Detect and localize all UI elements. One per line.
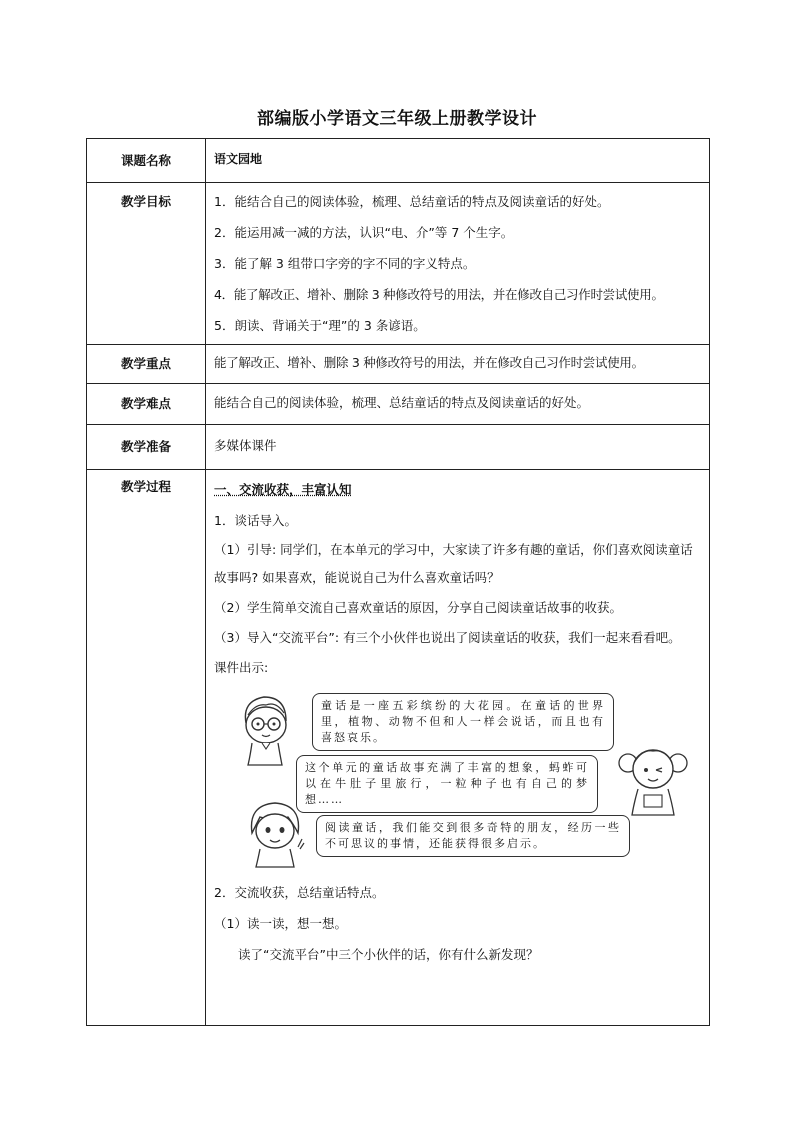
row-preparation — [87, 425, 710, 470]
key-point-label: 教学重点 — [87, 345, 206, 384]
topic-value: 语文园地 — [206, 139, 710, 183]
goal-item: 4．能了解改正、增补、删除 3 种修改符号的用法，并在修改自己习作时尝试使用。 — [214, 287, 664, 302]
lesson-plan-table — [86, 138, 710, 1026]
courseware-illustration — [236, 689, 656, 871]
courseware-label: 课件出示: — [214, 660, 269, 675]
goal-item: 3．能了解 3 组带口字旁的字不同的字义特点。 — [214, 256, 476, 271]
difficulty-value: 能结合自己的阅读体验，梳理、总结童话的特点及阅读童话的好处。 — [206, 384, 710, 425]
row-process — [87, 470, 710, 1026]
speech-bubble: 这个单元的童话故事充满了丰富的想象，蚂蚱可以在牛肚子里旅行，一粒种子也有自己的梦想…… — [296, 755, 598, 813]
preparation-value: 多媒体课件 — [206, 425, 710, 470]
row-goals — [87, 183, 710, 345]
row-difficulty — [87, 384, 710, 425]
process-label: 教学过程 — [87, 470, 206, 1026]
goal-item: 1．能结合自己的阅读体验，梳理、总结童话的特点及阅读童话的好处。 — [214, 194, 610, 209]
topic-label: 课题名称 — [87, 139, 206, 183]
step-1: 1．谈话导入。 — [214, 513, 297, 528]
process-content — [206, 470, 710, 1026]
boy-with-glasses-icon — [236, 691, 296, 767]
goals-list — [206, 183, 710, 345]
difficulty-label: 教学难点 — [87, 384, 206, 425]
speech-bubble: 童话是一座五彩缤纷的大花园。在童话的世界里，植物、动物不但和人一样会说话，而且也有喜怒哀乐。 — [312, 693, 614, 751]
paragraph: 读了“交流平台”中三个小伙伴的话，你有什么新发现？ — [238, 947, 539, 962]
paragraph: （1）读一读，想一想。 — [214, 916, 347, 931]
step-2: 2．交流收获，总结童话特点。 — [214, 885, 385, 900]
paragraph: （1）引导: 同学们，在本单元的学习中，大家读了许多有趣的童话，你们喜欢阅读童话故事吗? 如果喜欢，能说说自己为什么喜欢童话吗？ — [214, 542, 693, 585]
goals-label: 教学目标 — [87, 183, 206, 345]
goal-item: 5．朗读、背诵关于“理”的 3 条谚语。 — [214, 318, 426, 333]
row-key-point — [87, 345, 710, 384]
process-heading: 一、交流收获，丰富认知 — [214, 482, 352, 497]
page-title: 部编版小学语文三年级上册教学设计 — [257, 109, 537, 129]
preparation-label: 教学准备 — [87, 425, 206, 470]
girl-with-pigtails-icon — [616, 737, 690, 817]
row-topic — [87, 139, 710, 183]
paragraph: （2）学生简单交流自己喜欢童话的原因，分享自己阅读童话故事的收获。 — [214, 600, 622, 615]
key-point-value: 能了解改正、增补、删除 3 种修改符号的用法，并在修改自己习作时尝试使用。 — [206, 345, 710, 384]
paragraph: （3）导入“交流平台”: 有三个小伙伴也说出了阅读童话的收获，我们一起来看看吧。 — [214, 630, 681, 645]
girl-short-hair-icon — [244, 795, 306, 869]
goal-item: 2．能运用减一减的方法，认识“电、介”等 7 个生字。 — [214, 225, 514, 240]
speech-bubble: 阅读童话，我们能交到很多奇特的朋友，经历一些不可思议的事情，还能获得很多启示。 — [316, 815, 630, 857]
